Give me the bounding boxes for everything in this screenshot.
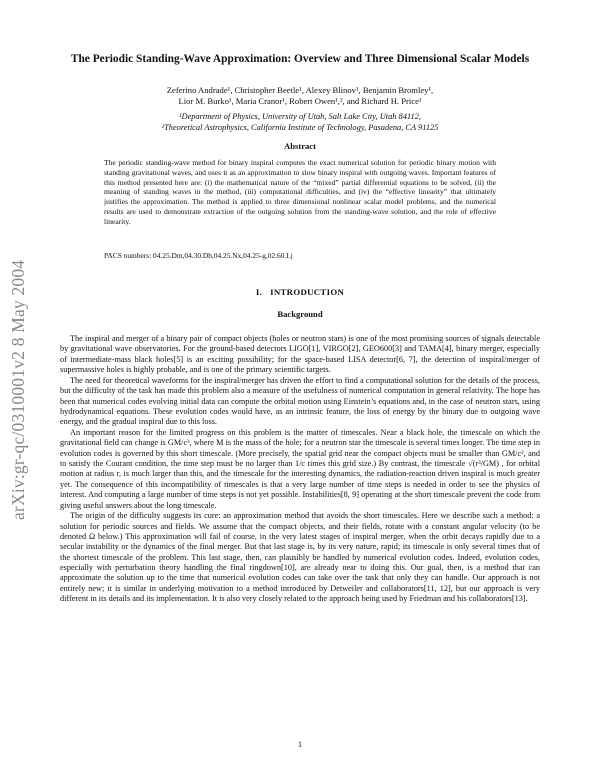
paragraph: The need for theoretical waveforms for the inspiral/merger has driven the effort to find a computational solution for the details of the process, but the difficulty of the task has made this problem also a measure of the usefulness of numerical computation in general relativity. The hope has been that numerical codes evolving initial data can compute the orbital motion using Einstein’s equations and, in the case of neutron stars, using hydrodynamical equations. These evolution codes would have, as an intrinsic feature, the loss of energy by the binary due to outgoing wave energy, and the gradual inspiral due to this loss. [60,375,540,427]
arxiv-identifier-stamp: arXiv:gr-qc/0310001v2 8 May 2004 [8,259,28,520]
paragraph: The inspiral and merger of a binary pair of compact objects (holes or neutron stars) is one of the most promising sources of signals detectable by gravitational wave observatories. For the ground-based detectors LIGO[1], VIRGO[2], GEO600[3] and TAMA[4], binary merger, especially of intermediate-mass black holes[5] is an exciting possibility; for the space-based LISA detector[6, 7], the detection of inspiral/merger of supermassive holes is highly probable, and is one of the primary scientific targets. [60,334,540,375]
abstract-text: The periodic standing-wave method for binary inspiral computes the exact numerical solution for periodic binary motion with standing gravitational waves, and uses it as an approximation to slow binary inspiral with outgoing waves. Important features of this method presented here are: (i) the mathematical nature of the “mixed” partial differential equations to be solved, (ii) the meaning of standing waves in the method, (iii) computational difficulties, and (iv) the “effective linearity” that ultimately justifies the approximation. The method is applied to three dimensional nonlinear scalar model problems, and the numerical results are used to demonstrate extraction of the outgoing solution from the standing-wave solution, and the role of effective linearity. [104,158,496,226]
section-heading [0,287,600,297]
abstract-heading: Abstract [284,141,316,151]
author-list [80,85,520,107]
paper-title: The Periodic Standing-Wave Approximation: Overview and Three Dimensional Scalar Models [70,53,530,65]
author-line: Lior M. Burko¹, Maria Cranor¹, Robert Owen¹,², and Richard H. Price¹ [178,96,422,106]
section-title: INTRODUCTION [270,287,345,297]
section-number: I. [255,287,263,297]
paragraph: The origin of the difficulty suggests its cure: an approximation method that avoids the short timescales. Here we describe such a method: a solution for periodic sources and fields. We assume that the compact objects, and their fields, rotate with a constant angular velocity (to be denoted Ω below.) This approximation will fail of course, in the very latest stages of inspiral merger, when the orbit decays rapidly due to a secular instability or the dynamics of the final merger. But that last stage is, by its very nature, rapid; its timescale is only several times that of the shortest timescale of the problem. This last stage, then, can plausibly be handled by numerical evolution codes. Indeed, evolution codes, especially with perturbation theory handling the final ringdown[10], are already near to doing this. Our goal, then, is a method that can approximate the solution up to the time that numerical evolution codes can take over the task that only they can handle. Our approach is not entirely new; it is similar in underlying motivation to a method introduced by Detweiler and collaborators[11, 12], but our approach is very different in its details and its implementation. It is also very closely related to the approach being used by Friedman and his collaborators[13]. [60,511,540,604]
page-number: 1 [297,740,303,749]
subsection-heading: Background [277,309,323,319]
affiliation-list [80,111,520,133]
author-line: Zeferino Andrade¹, Christopher Beetle¹, Alexey Blinov¹, Benjamin Bromley¹, [166,85,434,95]
body-text [60,334,540,605]
pacs-numbers: PACS numbers: 04.25.Dm,04.30.Db,04.25.Nx,04.25-g,02.60.Lj [104,251,293,260]
affiliation-line: ²Theoretical Astrophysics, California Institute of Technology, Pasadena, CA 91125 [161,123,439,132]
affiliation-line: ¹Department of Physics, University of Utah, Salt Lake City, Utah 84112, [179,112,421,121]
paragraph: An important reason for the limited progress on this problem is the matter of timescales. Near a black hole, the timescale on which the gravitational field can change is GM/c³, where M is the mass of the hole; for a neutron star the timescale is several times longer. The time step in evolution codes is governed by this short timescale. (More precisely, the spatial grid near the compact objects must be smaller than GM/c², and to satisfy the Courant condition, the time step must be no larger than 1/c times this grid size.) By contrast, the timescale √(r³/GM) , for orbital motion at radius r, is much larger than this, and the timescale for the interesting dynamics, the radiation-reaction driven inspiral is much greater yet. The consequence of this incompatibility of timescales is that a very large number of time steps is needed in order to see the physics of interest. And computing a large number of time steps is not yet possible. Instabilities[8, 9] operating at the short timescale prevent the code from giving useful answers about the long timescale. [60,428,540,510]
